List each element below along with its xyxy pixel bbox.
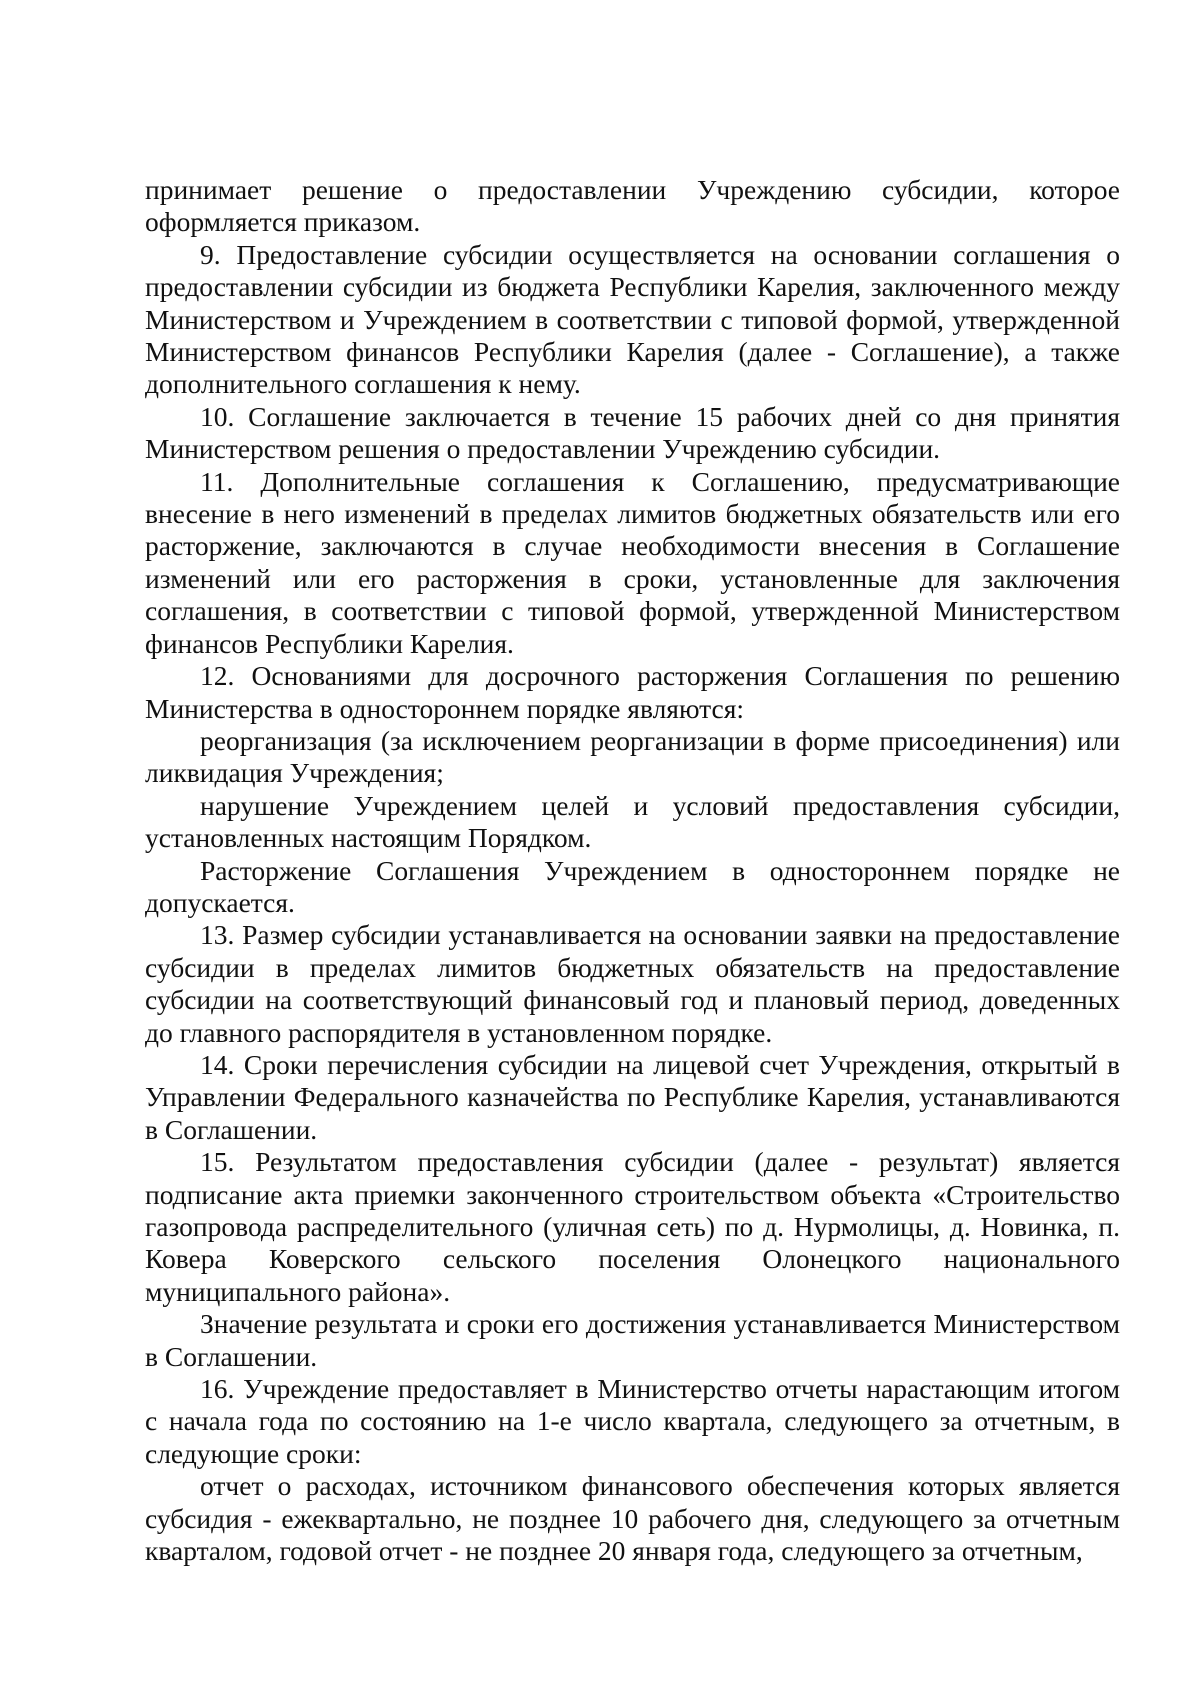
paragraph-clause-16-item-1: отчет о расходах, источником финансового обеспечения которых является субсидия - ежеквартально, не позднее 10 рабочего дня, следующего за отчетным кварталом, годовой отчет - не позднее 20 января года, следующего за отчетным,: [145, 1470, 1120, 1567]
paragraph-clause-14: 14. Сроки перечисления субсидии на лицевой счет Учреждения, открытый в Управлении Федерального казначейства по Республике Карелия, устанавливаются в Соглашении.: [145, 1048, 1120, 1145]
paragraph-clause-12-item-1: реорганизация (за исключением реорганизации в форме присоединения) или ликвидация Учреждения;: [145, 724, 1120, 789]
paragraph-clause-12: 12. Основаниями для досрочного расторжения Соглашения по решению Министерства в одностороннем порядке являются:: [145, 660, 1120, 724]
document-page: [145, 174, 1120, 1567]
paragraph-clause-15: 15. Результатом предоставления субсидии (далее - результат) является подписание акта приемки законченного строительством объекта «Строительство газопровода распределительного (уличная сеть) по д. Нурмолицы, д. Новинка, п. Ковера Коверского сельского поселения Олонецкого национального муниципального района».: [145, 1146, 1120, 1307]
paragraph-clause-15-note: Значение результата и сроки его достижения устанавливается Министерством в Соглашении.: [145, 1308, 1120, 1372]
paragraph-clause-12-note: Расторжение Соглашения Учреждением в одностороннем порядке не допускается.: [145, 854, 1120, 918]
paragraph-clause-12-item-2: нарушение Учреждением целей и условий предоставления субсидии, установленных настоящим Порядком.: [145, 789, 1120, 854]
paragraph-continuation: принимает решение о предоставлении Учреждению субсидии, которое оформляется приказом.: [145, 174, 1120, 238]
paragraph-clause-10: 10. Соглашение заключается в течение 15 рабочих дней со дня принятия Министерством решения о предоставлении Учреждению субсидии.: [145, 400, 1120, 465]
paragraph-clause-11: 11. Дополнительные соглашения к Соглашению, предусматривающие внесение в него изменений в пределах лимитов бюджетных обязательств или его расторжение, заключаются в случае необходимости внесения в Соглашение изменений или его расторжения в сроки, установленные для заключения соглашения, в соответствии с типовой формой, утвержденной Министерством финансов Республики Карелия.: [145, 465, 1120, 659]
paragraph-clause-16: 16. Учреждение предоставляет в Министерство отчеты нарастающим итогом с начала года по состоянию на 1-е число квартала, следующего за отчетным, в следующие сроки:: [145, 1373, 1120, 1469]
paragraph-clause-13: 13. Размер субсидии устанавливается на основании заявки на предоставление субсидии в пределах лимитов бюджетных обязательств на предоставление субсидии на соответствующий финансовый год и плановый период, доведенных до главного распорядителя в установленном порядке.: [145, 919, 1120, 1048]
paragraph-clause-9: 9. Предоставление субсидии осуществляется на основании соглашения о предоставлении субсидии из бюджета Республики Карелия, заключенного между Министерством и Учреждением в соответствии с типовой формой, утвержденной Министерством финансов Республики Карелия (далее - Соглашение), а также дополнительного соглашения к нему.: [145, 238, 1120, 400]
